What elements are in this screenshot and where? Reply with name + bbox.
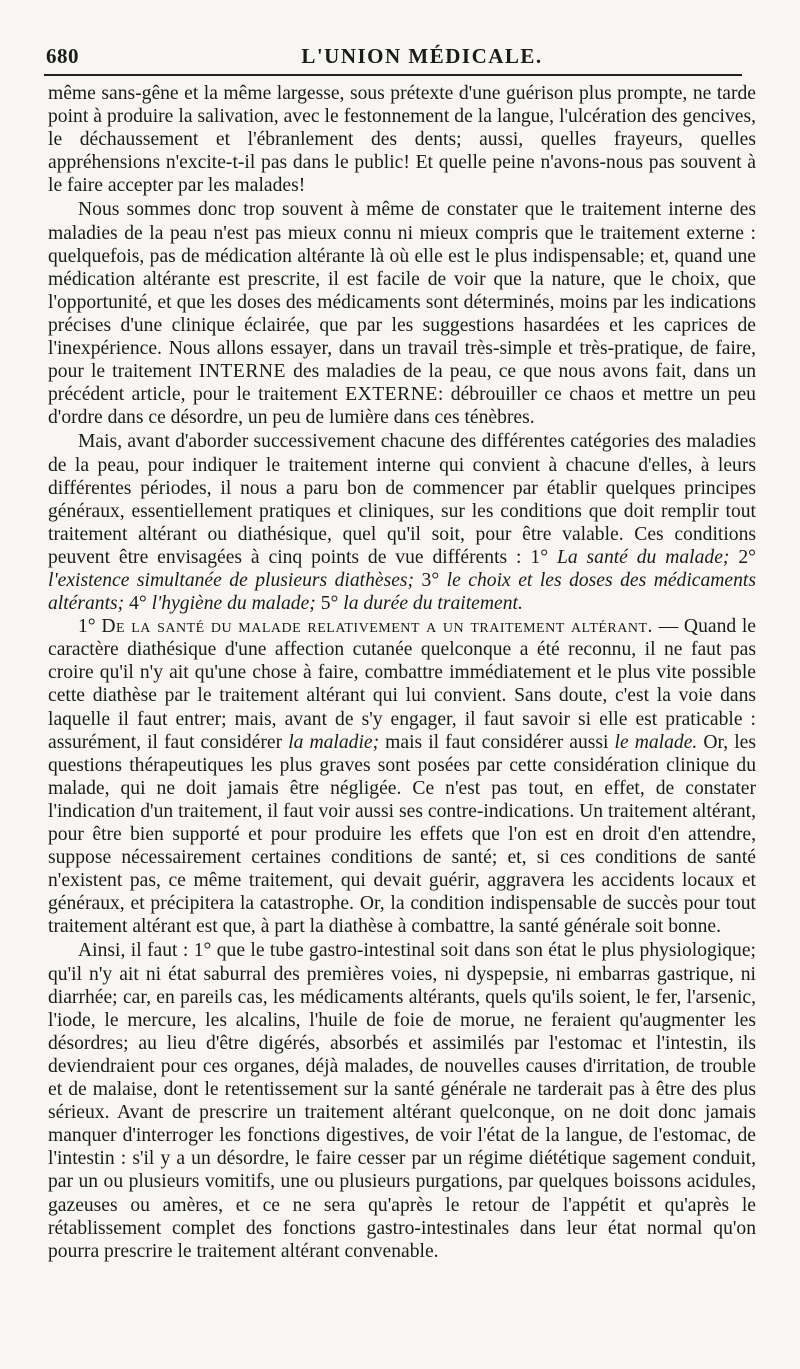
- paragraph-5-text: Ainsi, il faut : 1° que le tube gastro-intestinal soit dans son état le plus physiologique; qu'il n'y ait ni état saburral des premières voies, ni dyspepsie, ni embarras gastrique, ni diarrhée; car, en pareils cas, les médicaments altérants, quels qu'ils soient, le fer, l'arsenic, l'iode, le mercure, les alcalins, l'huile de foie de morue, ne feraient qu'augmenter les désordres; au lieu d'être digérés, absorbés et assimilés par l'estomac et l'intestin, ils deviendraient pour ces organes, déjà malades, de nouvelles causes d'irritation, de trouble et de malaise, dont le retentissement sur la santé générale ne tarderait pas à être des plus sérieux. Avant de prescrire un traitement altérant quelconque, on ne doit donc jamais manquer d'interroger les fonctions digestives, de voir l'état de la langue, de l'estomac, de l'intestin : s'il y a un désordre, le faire cesser par un régime diététique sagement conduit, par un ou plusieurs vomitifs, une ou plusieurs purgations, par quelques boissons acidules, gazeuses ou amères, et ce ne sera qu'après le retour de l'appétit et qu'après le rétablissement complet des fonctions gastro-intestinales dans leur état normal qu'on pourra prescrire le traitement altérant convenable.: [48, 940, 756, 1262]
- page-number: 680: [46, 44, 79, 68]
- section-heading-paragraph: [48, 615, 756, 938]
- list-item-1: La santé du malade;: [556, 546, 730, 568]
- paragraph-2-text-a: Nous sommes donc trop souvent à même de constater que le traitement interne des maladies de la peau n'est pas mieux connu ni mieux compris que le traitement externe : quelquefois, pas de médication altérante là où elle est le plus indispensable; et, quand une médication altérante est prescrite, il est facile de voir que la nature, que le choix, que l'opportunité, et que les doses des médicaments sont déterminés, moins par les indications précises d'une clinique éclairée, que par les suggestions hasardées et les caprices de l'inexpérience. Nous allons essayer, dans un travail très-simple et très-pratique, de faire, pour le traitement: [48, 199, 756, 383]
- running-title: L'UNION MÉDICALE.: [301, 44, 543, 68]
- section-number: 1°: [78, 616, 96, 638]
- list-item-1-number: 1°: [530, 546, 549, 568]
- paragraph-1: [48, 82, 756, 197]
- section-title: De la santé du malade relativement a un traitement altérant.: [101, 616, 653, 638]
- paragraph-4-italic-1: la maladie;: [288, 731, 380, 753]
- list-item-2-number: 2°: [738, 546, 756, 568]
- list-item-5-number: 5°: [320, 593, 339, 615]
- list-item-3: le choix et les doses des médicaments altérants;: [48, 569, 756, 615]
- paragraph-2-externe: EXTERNE: [345, 384, 438, 406]
- paragraph-2-text-b: des maladies de la peau, ce que nous avons fait, dans un précédent article, pour le traitement: [48, 361, 757, 406]
- paragraph-4-italic-2: le malade.: [614, 731, 698, 753]
- paragraph-4-text-a: — Quand le caractère diathésique d'une affection cutanée quelconque a été reconnu, il ne faut pas croire qu'il n'y ait qu'une chose à faire, combattre immédiatement et le plus vite possible cette diathèse par le traitement altérant qui lui convient. Sans doute, c'est la voie dans laquelle il faut entrer; mais, avant de s'y engager, il faut savoir si elle est praticable : assurément, il faut considérer: [48, 616, 756, 753]
- paragraph-1-text: même sans-gêne et la même largesse, sous prétexte d'une guérison plus prompte, ne tarde point à produire la salivation, avec le festonnement de la langue, l'ulcération des gencives, le déchaussement et l'ébranlement des dents; aussi, quelles frayeurs, quelles appréhensions n'excite-t-il pas dans le public! Et quelle peine n'avons-nous pas souvent à le faire accepter par les malades!: [48, 83, 756, 197]
- list-item-4-number: 4°: [129, 593, 147, 615]
- paragraph-3-text: Mais, avant d'aborder successivement chacune des différentes catégories des maladies de la peau, pour indiquer le traitement interne qui convient à chacune d'elles, à leurs différentes périodes, il nous a paru bon de commencer par établir quelques principes généraux, essentiellement pratiques et cliniques, sur les conditions que doit remplir tout traitement altérant ou diathésique, quel qu'il soit, pour être valable. Ces conditions peuvent être envisagées à cinq points de vue différents :: [48, 431, 756, 568]
- paragraph-4-text-c: Or, les questions thérapeutiques les plus graves sont posées par cette considération clinique du malade, qui ne doit jamais être négligée. Ce n'est pas tout, en effet, de constater l'indication d'un traitement, il faut voir aussi ses contre-indications. Un traitement altérant, pour être bien supporté et pour produire les effets que l'on est en droit d'en attendre, suppose nécessairement certaines conditions de santé; et, si ces conditions de santé n'existent pas, ce même traitement, qui devait guérir, aggravera les accidents locaux et généraux, et précipitera la catastrophe. Or, la condition indispensable de succès pour tout traitement altérant est que, à part la diathèse à combattre, la santé générale soit bonne.: [48, 731, 756, 938]
- paragraph-4-text-b: mais il faut considérer aussi: [385, 731, 609, 753]
- paragraph-2-text-c: : débrouiller ce chaos et mettre un peu d'ordre dans ce désordre, un peu de lumière dans ces ténèbres.: [48, 384, 756, 429]
- list-item-2: l'existence simultanée de plusieurs diathèses;: [48, 569, 415, 591]
- list-item-3-number: 3°: [421, 569, 440, 591]
- paragraph-3: [48, 430, 756, 615]
- page-header: [40, 28, 734, 68]
- paragraph-5: [48, 939, 756, 1262]
- header-rule: [44, 74, 742, 76]
- list-item-4: l'hygiène du malade;: [151, 593, 316, 615]
- article-body: [48, 82, 756, 1263]
- paragraph-2-interne: INTERNE: [198, 361, 287, 383]
- list-item-5: la durée du traitement.: [343, 593, 523, 615]
- paragraph-2: [48, 198, 756, 429]
